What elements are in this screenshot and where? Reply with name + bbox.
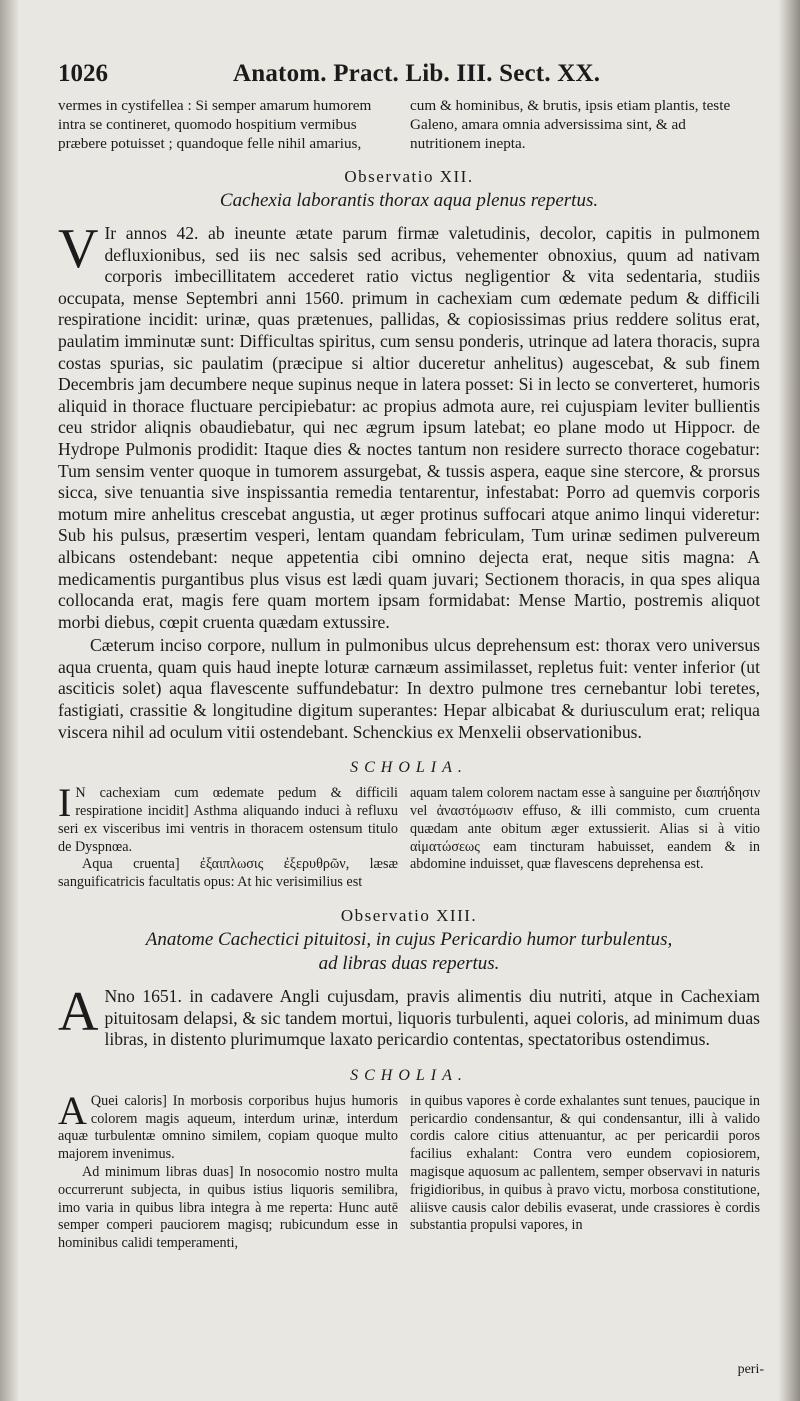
scholia-1-left-paragraph-1 — [58, 780, 398, 856]
continued-text-right: cum & hominibus, & brutis, ipsis etiam plantis, teste Galeno, amara omnia adversissima sint, & ad nutritionem inepta. — [410, 97, 731, 152]
observatio-13-title — [58, 928, 760, 976]
drop-cap: A — [58, 981, 99, 1044]
paragraph-text: Ir annos 42. ab ineunte ætate parum firmæ valetudinis, decolor, capitis in pulmonem defluxionibus, sed iis nec salsis sed acribus, vehementer obnoxius, quum ad nativam corporis imbecillitatem accederet ratio victus negligentior & vita sedentaria, studiis occupata, mense Septembri anni 1560. primum in cachexiam cum œdemate pedum & difficili respiratione incidit: urinæ, quas prætenues, pallidas, & copiosissimas prius reddere solitus erat, paulatim imminutæ sunt: Difficultas spiritus, cum sensu ponderis, utrinque ad latera thoracis, supra costas spurias, sic paulatim (præcipue si altior duceretur anhelitus) augescebat, & sub finem Decembris jam decumbere neque supinus neque in latera posset: Si in lecto se converteret, humoris aliquid in thorace fluctuare percipiebatur: ac propius admota aure, rei cujuspiam leviter bullientis ceu stridor aliqnis obaudiebatur, qui nec ægrum ipsum latebat; eo plane modo ut Hippocr. de Hydrope Pulmonis prodidit: Itaque dies & noctes tantum non residere surrecto thorace cogebatur: Tum sensim venter quoque in tumorem assurgebat, & tussis aspera, eaque sine stercore, & prorsus sicca, sive tenuantia sive inspissantia remedia tentarentur, infestabat: Porro ad quemvis corporis motum mire anhelitus crescebat angustia, ut æger protinus suffocari atque animo linqui videretur: Sub his pulsus, præsertim vesperi, lentam quandam febriculam, Tum urinæ sedimen pulvereum albicans ostendebant: neque appetentia cibi omnino dejecta erat, neque sitis magna: A medicamentis purgantibus plus visus est lædi quam juvari; Sectionem thoracis, in qua spes aliqua collocanda erat, magis fere quam mortem ipsam formidabat: Mense Martio, postremis aliquot morbi diebus, cœpit cruenta quædam extussire. — [58, 223, 760, 632]
scholia-1-left-column — [58, 780, 398, 892]
observatio-12-title: Cachexia laborantis thorax aqua plenus repertus. — [219, 190, 599, 211]
page-content — [58, 60, 760, 1253]
observatio-12-heading: Observatio XII. — [344, 167, 474, 186]
drop-cap: A — [58, 1087, 87, 1133]
scholia-2-left-paragraph-2: Ad minimum libras duas] In nosocomio nostro multa occurrerunt subjecta, in quibus istius liquoris semilibra, imo varia in quibus libra integra à me reperta: Hunc autē semper comperi pauciorem magisq; rubicundum esse in hominibus calidi temperamenti, — [58, 1164, 398, 1252]
paragraph-text: N cachexiam cum œdemate pedum & difficili respiratione incidit] Asthma aliquando induci à refluxu seri ex visceribus imi ventris in thoracem ostensum titulo de Dyspnœa. — [58, 785, 398, 855]
observatio-13-title-line-1: Anatome Cachectici pituitosi, in cujus Pericardio humor turbulentus, — [145, 929, 673, 951]
observatio-12-section — [58, 167, 760, 743]
scholia-2-heading: SCHOLIA. — [350, 1066, 468, 1084]
page-gutter-shadow — [0, 0, 18, 1401]
continued-text-left: vermes in cystifellea : Si semper amarum humorem intra se contineret, quomodo hospitium vermibus præbere potuisset ; quandoque felle nihil amarius, — [58, 97, 372, 152]
scholia-2-columns — [58, 1087, 760, 1253]
scholia-1-left-paragraph-2: Aqua cruenta] ἐξαιπλωσις ἐξερυθρῶν, læsæ sanguificatricis facultatis opus: At hic verisimilius est — [58, 856, 398, 891]
scholia-1-section — [58, 759, 760, 892]
observatio-13-paragraph — [58, 981, 760, 1051]
scholia-2-left-paragraph-1 — [58, 1087, 398, 1164]
observatio-12-paragraph-1 — [58, 218, 760, 633]
observatio-12-paragraph-2: Cæterum inciso corpore, nullum in pulmonibus ulcus deprehensum est: thorax vero universus aqua cruenta, quam quis haud inepte loturæ carnæum assimilasset, repletus fuit: venter inferior (ut asciticis solet) aqua flavescente suffundebatur: In dextro pulmone tres cernebantur lobi teretes, fastigiati, crassitie & longitudine digitum superantes: Hepar albicabat & duriusculum erat; reliqua viscera nihil ad oculum vitii ostendebant. Schenckius ex Menxelii observationibus. — [58, 635, 760, 742]
observatio-13-title-line-2: ad libras duas repertus. — [318, 953, 500, 975]
scholia-1-right-column: aquam talem colorem nactam esse à sanguine per διαπήδησιν vel ἀναστόμωσιν effuso, & illi commisto, cum cruenta quædam ante obitum æger extussierit. Alias si à vitio αἱματώσεως eam tincturam habuisset, eandem & in abdomine induisset, quæ flavescens deprehensa est. — [410, 785, 760, 873]
scholia-2-left-column — [58, 1087, 398, 1253]
scholia-1-columns — [58, 780, 760, 892]
page-edge-shadow — [778, 0, 800, 1401]
catchword: peri- — [737, 1362, 764, 1377]
scholia-2-section — [58, 1067, 760, 1253]
continued-text-columns — [58, 96, 760, 153]
drop-cap: V — [58, 218, 99, 280]
running-head: Anatom. Pract. Lib. III. Sect. XX. — [233, 60, 601, 87]
paragraph-text: Quei caloris] In morbosis corporibus hujus humoris colorem magis aqueum, interdum urinæ, interdum aquæ turbulentæ omnino similem, copiam quoque multo majorem invenimus. — [58, 1092, 398, 1163]
drop-cap: I — [58, 780, 72, 826]
scholia-1-heading: SCHOLIA. — [350, 759, 468, 777]
scholia-2-right-column: in quibus vapores è corde exhalantes sunt tenues, paucique in pericardio condensantur, & qui condensantur, illi à valido cordis calore citius attenuantur, ac per pericardii poros facilius exhalant: Contra vero eundem copiosiorem, magisque aquosum ac pallentem, semper observavi in naturis frigidioribus, in quibus à pravo victu, morbosa constitutione, aliisve causis calor debilis evaserat, unde crassiores è cordis substantia propulsi vapores, in — [410, 1092, 760, 1234]
page-header — [58, 60, 760, 96]
observatio-13-heading: Observatio XIII. — [340, 906, 478, 926]
page-number: 1026 — [58, 60, 108, 87]
observatio-13-section — [58, 906, 760, 1051]
paragraph-text: Nno 1651. in cadavere Angli cujusdam, pravis alimentis diu nutriti, atque in Cachexiam pituitosam delapsi, & sic tandem mortui, liquoris turbulenti, aquei coloris, ad minimum duas libras, in distento plurimumque laxato pericardio contentas, spectatoribus ostendimus. — [104, 986, 760, 1050]
